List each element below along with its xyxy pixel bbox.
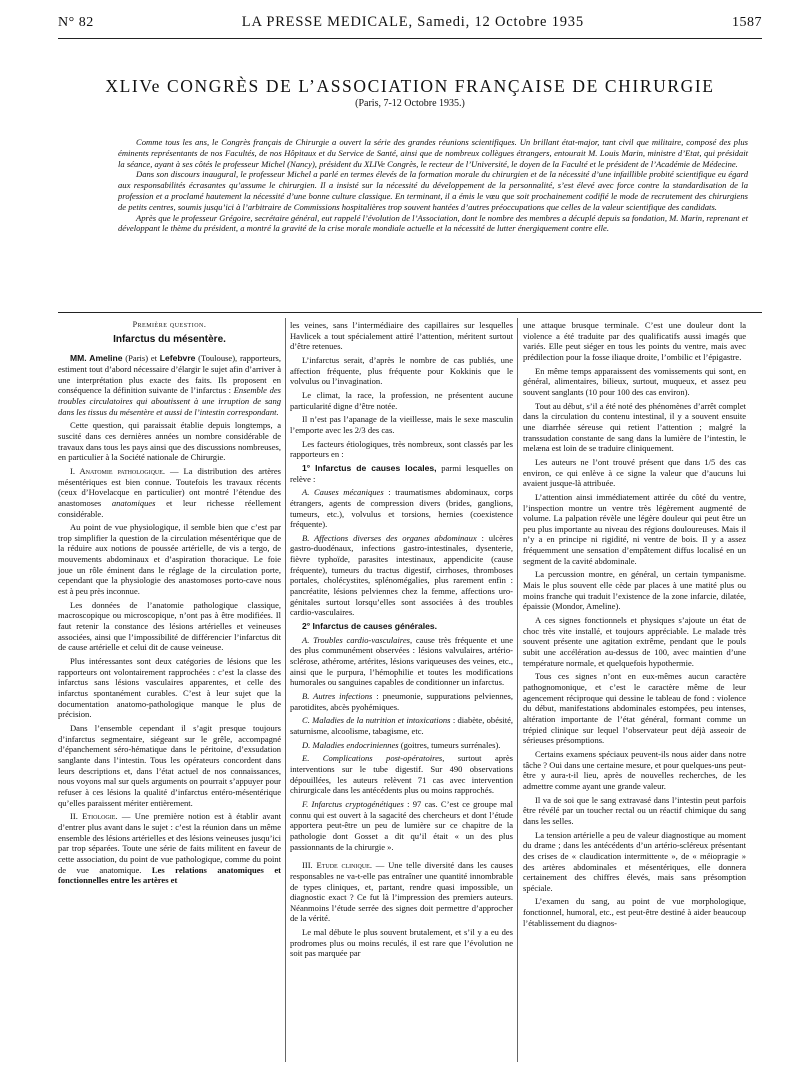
paragraph (290, 715, 513, 736)
text-run: , surtout après interventions sur le tube digestif. Sur 490 observations dépouillées, les auteurs relèvent 71 cas avec intervention chirurgicale dans les antécédents plus ou moins rapprochés. (290, 753, 513, 796)
column-2 (290, 320, 513, 962)
paragraph: une attaque brusque terminale. C’est une douleur dont la violence a été traduite par des qualificatifs aussi imagés que variés. Elle peut siéger en tous les points du ventre, mais avec prédilection pour la fosse iliaque droite, l’ombilic et l’épigastre. (523, 320, 746, 362)
paragraph: Le climat, la race, la profession, ne présentent aucune particularité digne d’être notée. (290, 389, 513, 411)
section-heading: II. Etiologie. (70, 811, 118, 822)
question-label: Première question. (132, 320, 207, 329)
paragraph (58, 353, 281, 417)
text-run: (goitres, tumeurs surrénales). (398, 739, 501, 750)
introduction (118, 137, 748, 234)
text-run: : diabète, obésité, saturnisme, alcoolisme, tabagisme, etc. (290, 715, 514, 736)
subsection-heading: 2° Infarctus de causes générales. (302, 621, 438, 632)
paragraph: La percussion montre, en général, un certain tympanisme. Mais le plus souvent elle cède par places à une matité plus ou moins franche qui traduit l’existence de la zone infarcie, dilatée, épaissie (Mondor, Ameline). (523, 569, 746, 612)
paragraph (290, 691, 513, 712)
intro-paragraph: Dans son discours inaugural, le professeur Michel a parlé en termes élevés de la formation morale du chirurgien et de la nécessité d’une infaillible probité scientifique eu égard aux responsabilités écrasantes qu’assume le chirurgien. Il a insisté sur la nécessité du développement de la personnalité, s’est élevé avec force contre la standardisation de la profession et a proclamé hautement la nécessité d’une bonne culture classique. En terminant, il a émis le vœu que soit prochainement codifié le mode de recrutement des chirurgiens de petits centres, soumis jusqu’ici à l’arbitraire de Commissions hospitalières trop souvent hantées d’autres préoccupations que celles de la valeur scientifique des candidats. (118, 169, 748, 212)
author-name: Lefebvre (159, 353, 196, 364)
congress-title: XLIVe CONGRÈS DE L’ASSOCIATION FRANÇAISE DE CHIRURGIE (105, 76, 715, 96)
paragraph: L’attention ainsi immédiatement attirée du côté du ventre, l’inspection montre un ventre très légèrement augmenté de volume. La palpation révèle une légère douleur qui peut être un peu plus importante au niveau des régions douloureuses. Mais il n’y a en principe ni rigidité, ni ventre de bois. Il y a assez fréquemment une sensation d’empâtement diffus localisé en un segment de la cavité abdominale. (523, 491, 746, 566)
category-heading: A. Troubles cardio-vasculaires (302, 634, 410, 645)
text-run: et leur richesse réellement considérable. (58, 497, 281, 519)
paragraph (290, 740, 513, 751)
definition-text: Ensemble des troubles circulatoires qui aboutissent à une irruption de sang dans les tissus du mésentère et aussi de l’intestin correspondant. (58, 385, 281, 417)
paragraph (58, 811, 281, 886)
section-rule (58, 312, 762, 313)
category-heading: B. Affections diverses des organes abdominaux (302, 532, 477, 543)
paragraph (290, 463, 513, 484)
paragraph: Certains examens spéciaux peuvent-ils nous aider dans notre tâche ? Oui dans une certaine mesure, et pour quelques-uns peut-être y aura-t-il lieu, après de nouvelles recherches, de les admettre comme ayant une grande valeur. (523, 748, 746, 791)
paragraph: L’infarctus serait, d’après le nombre de cas publiés, une affection fréquente, plus fréquente pour Kokkinis que le volvulus ou l’invagination. (290, 354, 513, 387)
paragraph: les veines, sans l’intermédiaire des capillaires sur lesquelles Havlicek a tout spécialement attiré l’attention, méritent surtout d’être retenues. (290, 320, 513, 352)
text-run: (Toulouse), rapporteurs, estiment tout d’abord nécessaire d’élargir le sujet afin d’arriver à une interprétation plus exacte des faits. Ils proposent en conséquence la définition suivante de l’infarctus : (58, 353, 282, 396)
text-run: (Paris) et (122, 353, 160, 364)
paragraph: Il va de soi que le sang extravasé dans l’intestin peut parfois être révélé par un toucher rectal ou un réactif chimique du sang dans les selles. (523, 794, 746, 826)
column-1 (58, 320, 281, 889)
paragraph: Au point de vue physiologique, il semble bien que c’est par trop simplifier la question de la circulation mésentérique que de la réduire aux notions de poussée artérielle, de vis a tergo, de mouvements abdominaux et d’aspiration thoracique. Le foie joue un rôle éminent dans le réglage de la circulation porte, cependant que la physiologie des anastomoses porto-cave nous est à peu près inconnue. (58, 522, 281, 597)
paragraph: Tous ces signes n’ont en eux-mêmes aucun caractère pathognomonique, et c’est le caractère même de leur agencement réciproque qui dessine le tableau de fond : violence du début, manifestations abdominales estompées, peu intenses, altération importante de l’état général, formant comme un trépied clinique sur lequel l’observateur peut déjà asseoir de sérieuses présomptions. (523, 671, 746, 746)
intro-paragraph: Après que le professeur Grégoire, secrétaire général, eut rappelé l’évolution de l’Association, dont le nombre des membres a décuplé depuis sa fondation, M. Marin, reprenant et développant le thème du président, a montré la gravité de la crise morale mondiale actuelle et la nécessité de lutter énergiquement contre elle. (118, 212, 748, 234)
paragraph: A ces signes fonctionnels et physiques s’ajoute un état de choc très vite installé, et toujours appréciable. Le malade très souvent présente une agitation extrême, pendant que le pouls subit une accélération au-dessus de 100, avec maintien d’une température normale, et quelquefois hypothermie. (523, 615, 746, 668)
text-run: : 97 cas. C’est ce groupe mal connu qui est ouvert à la sagacité des chercheurs et dont l’étude apportera peut-être un peu de lumière sur ce chapitre de la pathologie dont Gosset a dit qu’il était « un des plus passionnants de la chirurgie ». (290, 798, 513, 852)
text-run: — Une telle diversité dans les causes responsables ne va-t-elle pas entraîner une quantité innombrable de types cliniques, et, partant, rendre quasi impossible, un diagnostic exact ? Ce fut là l’impression des premiers auteurs. Néanmoins l’étude serrée des signes doit permettre d’approcher de la vérité. (290, 860, 513, 924)
paragraph: Dans l’ensemble cependant il s’agit presque toujours d’infarctus segmentaire, siégeant sur le grêle, accompagné d’épanchement séro-hématique dans le péritoine, d’exsudation sanglante dans l’intestin. Tous les opérateurs concordent dans leurs descriptions et, dans l’état actuel de nos connaissances, nous voyons mal sur quels arguments on pourrait s’appuyer pour refuser à ces lésions la qualité d’infarctus entéro-mésentérique qu’elles paraissent mériter entièrement. (58, 722, 281, 808)
category-heading: E. Complications post-opératoires (302, 753, 443, 764)
paragraph: L’examen du sang, au point de vue morphologique, fonctionnel, humoral, etc., est peut-être destiné à aider beaucoup l’établissement du diagnos- (523, 896, 746, 928)
paragraph: Plus intéressantes sont deux catégories de lésions que les rapporteurs ont volontairement rapprochées : c’est la classe des infarctus sans lésions vasculaires apparentes, et celle des infarctus spontanément curables. C’est à leur sujet que la documentation anatomo-pathologique manque le plus de précision. (58, 656, 281, 720)
paragraph: Il n’est pas l’apanage de la vieillesse, mais le sexe masculin l’emporte avec les 2/3 des cas. (290, 414, 513, 435)
category-heading: A. Causes mécaniques (302, 487, 384, 498)
section-heading: I. Anatomie pathologique. (70, 465, 166, 476)
paragraph (290, 635, 513, 688)
paragraph: La tension artérielle a peu de valeur diagnostique au moment du drame ; dans les antécédents d’un artério-scléreux présentant des crises de « claudication intermittente », de « méiopragie » des artères abdominales et mésentériques, elle donnera certainement des chiffres élevés, mais sans présomption spéciale. (523, 829, 746, 893)
paragraph (290, 487, 513, 530)
text-run: anatomiques (111, 497, 156, 508)
paragraph (290, 860, 513, 924)
text-run: : traumatismes abdominaux, corps étrangers, agents de compression divers (brides, ganglions, tumeurs, etc.), volvulus et torsions, hernies (coexistence fréquente). (290, 487, 513, 530)
congress-subtitle: (Paris, 7-12 Octobre 1935.) (355, 98, 465, 109)
paragraph: Les données de l’anatomie pathologique classique, macroscopique ou microscopique, n’ont pas à être modifiées. Il faut retenir la constance des lésions artérielles et veineuses associées, ainsi que l’impossibilité de différencier l’infarctus dit de cause artérielle et celui dit de cause veineuse. (58, 599, 281, 653)
paragraph: Cette question, qui paraissait établie depuis longtemps, a suscité dans ces dernières années un nombre considérable de travaux dans tous les pays ainsi que des discussions nombreuses, en particulier à la Société nationale de Chirurgie. (58, 420, 281, 463)
text-run: — Une première notion est à établir avant d’entrer plus avant dans le sujet : c’est la réunion dans un même ensemble des lésions artérielles et des lésions veineuses jusqu’ici par trop séparées. Toute une série de faits militent en faveur de cette association, du point de vue pathologique, comme du point de vue anatomique. (58, 811, 281, 875)
paragraph: En même temps apparaissent des vomissements qui sont, en général, alimentaires, bilieux, surtout, muqueux, et assez peu souvent sanglants (10 pour 100 des cas environ). (523, 365, 746, 397)
section-heading: III. Etude clinique. (302, 860, 372, 871)
author-name: MM. Ameline (70, 353, 123, 364)
page-number: 1587 (731, 15, 762, 30)
category-heading: C. Maladies de la nutrition et intoxications (302, 715, 451, 726)
text-run: : ulcères gastro-duodénaux, infections gastro-intestinales, dysenterie, fièvre typhoïde, parasites intestinaux, appendicite (cause fréquente), tumeurs du tractus digestif, cirrhoses, thromboses portales, cholécystites, splénomégalies, plus rarement enfin : pancréatite, lésions pelviennes chez la femme, affections uro-génitales surtout lorsqu’elles sont associées à des troubles cardio-vasculaires. (290, 532, 513, 618)
text-run: parmi lesquelles on relève : (290, 462, 513, 484)
paragraph (290, 533, 513, 618)
header-rule (58, 38, 762, 39)
paragraph: Les facteurs étiologiques, très nombreux, sont classés par les rapporteurs en : (290, 438, 513, 460)
subsection-heading: 1° Infarctus de causes locales, (302, 462, 437, 473)
paragraph: Les auteurs ne l’ont trouvé présent que dans 1/5 des cas environ, ce qui enlève à ce signe la valeur que d’aucuns lui avaient jusque-là attribuée. (523, 456, 746, 489)
journal-title: LA PRESSE MEDICALE, Samedi, 12 Octobre 1935 (241, 14, 584, 30)
category-heading: D. Maladies endocriniennes (302, 739, 399, 750)
page-header (58, 14, 762, 36)
intro-paragraph: Comme tous les ans, le Congrès français de Chirurgie a ouvert la série des grandes réunions scientifiques. Un brillant état-major, tant civil que militaire, composé des plus éminents représentants de nos Facultés, de nos Hôpitaux et du Service de Santé, ainsi que de nombreux collègues étrangers, entourait M. Louis Marin, ministre d’Etat, qui présidait la séance, ayant à ses côtés le professeur Michel (Nancy), président du XLIVe Congrès, le recteur de l’Université, le doyen de la Faculté et le président de l’Académie de Médecine. (118, 137, 748, 169)
column-3 (523, 320, 746, 931)
text-run: — La distribution des artères mésentériques est bien connue. Toutefois les travaux récents (ceux d’Hovelacque en particulier) ont montré l’étendue des anastomoses (58, 465, 281, 508)
column-separator (285, 318, 286, 1062)
question-title: Infarctus du mésentère. (113, 333, 226, 345)
paragraph: Le mal débute le plus souvent brutalement, et s’il y a eu des prodromes plus ou moins reculés, il est rare que l’évolution ne soit pas marquée par (290, 927, 513, 959)
text-run: : pneumonie, suppurations pelviennes, parotidites, abcès pyohémiques. (290, 691, 513, 712)
paragraph: Tout au début, s’il a été noté des phénomènes d’arrêt complet dans la circulation du contenu intestinal, il y a souvent ensuite une diarrhée séreuse qui retient l’attention ; malgré la transsudation constante de sang dans la lumière de l’intestin, le melæna est loin de se traduire cliniquement. (523, 400, 746, 454)
column-separator (517, 318, 518, 1062)
text-run: Les relations anatomiques et fonctionnelles entre les artères et (58, 864, 281, 886)
category-heading: B. Autres infections (302, 691, 373, 701)
paragraph (290, 799, 513, 852)
category-heading: F. Infarctus cryptogénétiques (302, 798, 404, 809)
issue-number: N° 82 (58, 15, 94, 30)
text-run: , cause très fréquente et une des plus communément observées : lésions valvulaires, artério-sclérose, athérome, artérites, lésions variqueuses des veines, etc., ainsi que le purpura, l’hémophilie et toutes les modifications humorales ou sanguines capables de conditionner un infarctus. (290, 634, 513, 688)
paragraph (290, 753, 513, 796)
paragraph (58, 466, 281, 519)
